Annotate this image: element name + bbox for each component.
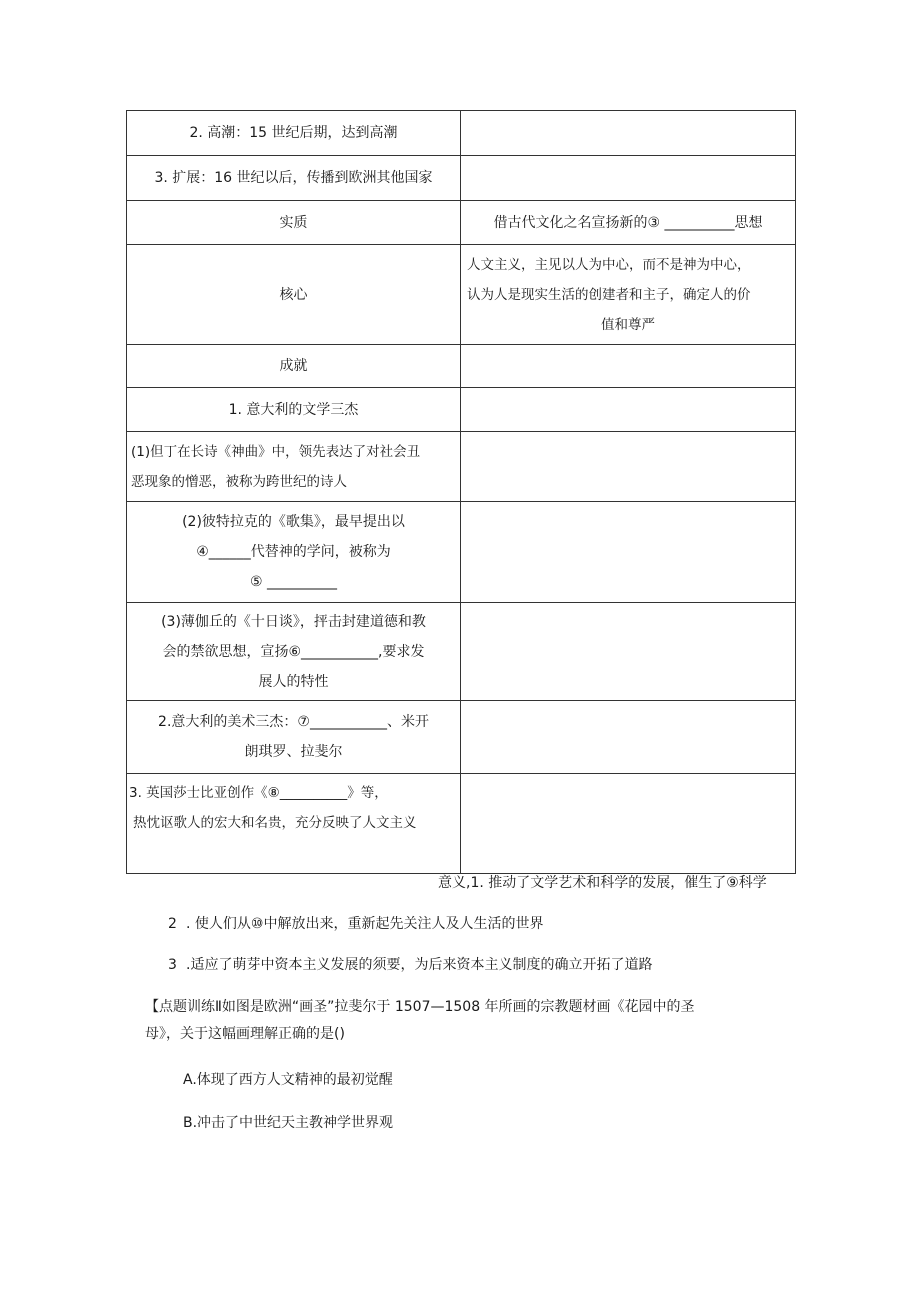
- cell-line: ④______代替神的学问，被称为: [196, 544, 391, 560]
- cell-line: 恶现象的憎恶，被称为跨世纪的诗人: [131, 473, 347, 490]
- cell-line: 值和尊严: [601, 316, 655, 333]
- table-row: [127, 432, 796, 502]
- table-cell: [461, 774, 796, 874]
- table-row: [127, 345, 796, 388]
- option-b: B.冲击了中世纪天主教神学世界观: [183, 1115, 394, 1131]
- cell-line: 认为人是现实生活的创建者和主子，确定人的价: [467, 286, 751, 303]
- cell-line: 2.意大利的美术三杰：⑦___________、米开: [158, 714, 429, 730]
- table-cell: [461, 111, 796, 156]
- exercise-question-line-1: 【点题训练Ⅱ如图是欧洲“画圣”拉斐尔于 1507—1508 年所画的宗教题材画《花园中的圣: [145, 999, 695, 1015]
- cell-line: 热忱讴歌人的宏大和名贵，充分反映了人文主义: [133, 815, 417, 831]
- table-row: [127, 156, 796, 201]
- cell-line: 人文主义，主见以人为中心，而不是神为中心，: [467, 256, 751, 273]
- significance-line-3-number: 3: [168, 957, 177, 973]
- table-cell: [461, 432, 796, 502]
- cell-line: (3)薄伽丘的《十日谈》，抨击封建道德和教: [161, 613, 426, 630]
- table-cell: 借古代文化之名宣扬新的③ __________思想: [461, 201, 796, 245]
- table-cell: [127, 603, 461, 701]
- cell-line: ⑤ __________: [249, 574, 337, 590]
- table-cell: [461, 345, 796, 388]
- table-row: [127, 774, 796, 874]
- table-row: [127, 111, 796, 156]
- cell-line: (1)但丁在长诗《神曲》中，领先表达了对社会丑: [131, 443, 421, 460]
- cell-line: 朗琪罗、拉斐尔: [244, 744, 343, 760]
- table-row: [127, 701, 796, 774]
- exercise-question-line-2: 母》，关于这幅画理解正确的是(): [145, 1026, 345, 1042]
- table-row: [127, 388, 796, 432]
- table-row: [127, 245, 796, 345]
- table-cell: [127, 774, 461, 874]
- table-row: [127, 603, 796, 701]
- table-cell: 成就: [127, 345, 461, 388]
- table-row: [127, 502, 796, 603]
- cell-line: 展人的特性: [258, 673, 329, 690]
- option-a: A.体现了西方人文精神的最初觉醒: [183, 1072, 393, 1088]
- table-cell: 1. 意大利的文学三杰: [127, 388, 461, 432]
- significance-line-1: 意义,1. 推动了文学艺术和科学的发展，催生了⑨科学: [438, 875, 767, 891]
- table-cell: 核心: [127, 245, 461, 345]
- table-cell: [127, 432, 461, 502]
- cell-line: 会的禁欲思想，宣扬⑥___________,要求发: [162, 643, 425, 660]
- table-cell: [127, 502, 461, 603]
- table-row: [127, 201, 796, 245]
- significance-line-3: .适应了萌芽中资本主义发展的须要，为后来资本主义制度的确立开拓了道路: [186, 957, 653, 973]
- cell-line: (2)彼特拉克的《歌集》，最早提出以: [182, 514, 405, 530]
- table-cell: [461, 502, 796, 603]
- table-cell: 实质: [127, 201, 461, 245]
- renaissance-table: [126, 110, 796, 874]
- cell-line: 3. 英国莎士比亚创作《⑧__________》等，: [129, 785, 388, 801]
- table-cell: [461, 156, 796, 201]
- significance-line-2-number: 2: [168, 916, 177, 932]
- table-cell: 3. 扩展：16 世纪以后，传播到欧洲其他国家: [127, 156, 461, 201]
- table-cell: [461, 245, 796, 345]
- table-cell: [127, 701, 461, 774]
- table-cell: [461, 701, 796, 774]
- table-cell: 2. 高潮：15 世纪后期，达到高潮: [127, 111, 461, 156]
- table-cell: [461, 603, 796, 701]
- table-cell: [461, 388, 796, 432]
- significance-line-2: . 使人们从⑩中解放出来，重新起先关注人及人生活的世界: [186, 916, 544, 932]
